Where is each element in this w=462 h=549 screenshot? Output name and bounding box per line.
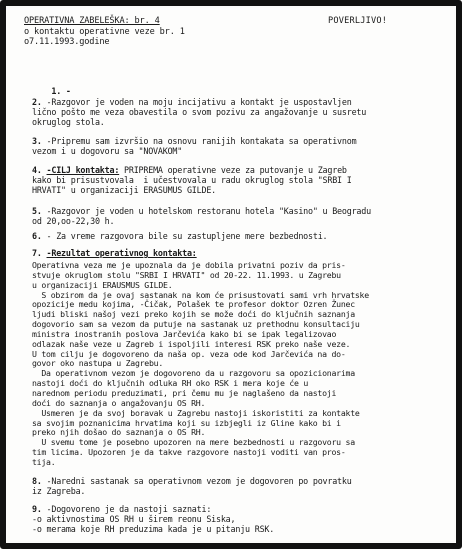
section-9 (32, 504, 274, 535)
text-line: tija. (32, 456, 56, 467)
text-line: preko njih došao do saznanja o OS RH. (32, 427, 206, 438)
section-heading: -CILJ kontakta: (46, 165, 120, 175)
section-2 (32, 97, 366, 128)
text-line: -o merama koje RH preduzima kada je u pitanju RSK. (32, 524, 275, 535)
document-date: o7.11.1993.godine (24, 37, 110, 47)
text-line: -Razgovor je voden na moju incijativu a kontakt je uspostavljen (41, 97, 352, 107)
section-7-body (32, 261, 369, 468)
text-line: U tom cilju je dogovoreno da naša op. veza ode kod Jarčevića na do- (32, 348, 346, 359)
document-page (10, 8, 454, 541)
section-5 (32, 206, 371, 226)
section-number: 5. (32, 206, 42, 216)
text-line: iz Zagreba. (32, 486, 86, 497)
text-line: u organizaciji ERAUSMUS GILDE. (32, 279, 173, 290)
text-line: S obzirom da je ovaj sastanak na kom će prisustovati sami vrh hrvatske (32, 289, 369, 300)
text-line: tim licima. Upozoren je da takve razgovore nastoji voditi van pros- (32, 447, 346, 458)
text-line: ljudi bliski našoj vezi preko kojih se može doći do ključnih saznanja (32, 309, 355, 320)
text-line: -Dogovoreno je da nastoji saznati: (41, 504, 212, 514)
section-4 (32, 165, 352, 196)
text-line: HRVATI" u organizaciji ERASUMUS GILDE. (32, 185, 217, 196)
text-line: U svemu tome je posebno upozoren na mere bezbednosti u razgovoru sa (32, 437, 355, 448)
section-heading: -Rezultat operativnog kontakta: (46, 248, 197, 258)
confidential-stamp: POVERLJIVO! (328, 16, 388, 26)
text-line: doći do saznanja o angažovanju OS RH. (32, 397, 206, 408)
text-line: -Razgovor je voden u hotelskom restoranu hotela "Kasino" u Beogradu (41, 206, 371, 216)
text-line: narednom periodu preduzimati, pri čemu mu je naglašeno da nastoji (32, 387, 337, 398)
section-number: 9. (32, 504, 42, 514)
text-line: sa svojim poznanicima hrvatima koji su izbjegli iz Gline kako bi i (32, 417, 341, 428)
section-3 (32, 136, 356, 156)
section-number: 8. (32, 476, 42, 486)
section-number: 3. (32, 136, 42, 146)
section-number: 4. (32, 165, 42, 175)
text-line: kako bi prisustvovala i učestvovala u radu okruglog stola "SRBI I (32, 175, 352, 186)
text-line: stvuje okruglom stolu "SRBI I HRVATI" od 20-22. 11.1993. u Zagrebu (32, 269, 341, 280)
text-line: odlazak naše veze u Zagreb i ispoljili interesi RSK preko naše veze. (32, 338, 351, 349)
section-number: 2. (32, 97, 42, 107)
text-line: od 20,oo-22,30 h. (32, 216, 115, 227)
section-number: 7. (32, 248, 42, 258)
document-subtitle: o kontaktu operativne veze br. 1 (24, 26, 185, 37)
text-line: nastoji doći do ključnih odluka RH oko RSK i mera koje će u (32, 378, 309, 389)
text-line: Da operativnom vezom je dogovoreno da u razgovoru sa opozicionarima (32, 368, 355, 379)
section-6 (32, 231, 327, 241)
section-number: 1. - (51, 86, 71, 97)
text-line: vezom i u dogovoru sa "NOVAKOM" (32, 146, 183, 157)
text-line: PRIPREMA operativne veze za putovanje u Zagreb (119, 165, 347, 175)
text-line: okruglog stola. (32, 117, 105, 128)
text-line: - Za vreme razgovora bile su zastupljene mere bezbednosti. (41, 231, 328, 241)
section-7 (32, 248, 197, 258)
text-line: -Naredni sastanak sa operativnom vezom je dogovoren po povratku (41, 476, 352, 486)
document-title: OPERATIVNA ZABELEŠKA: br. 4 (24, 16, 160, 26)
text-line: govor oko nastupa u Zagrebu. (32, 358, 164, 369)
text-line: Usmeren je da svoj boravak u Zagrebu nastoji iskoristiti za kontakte (32, 407, 360, 418)
text-line: -o aktivnostima OS RH u širem reonu Siska, (32, 514, 236, 525)
text-line: Operativna veza me je upoznala da je dobila privatni poziv da pris- (32, 260, 346, 270)
text-line: opozicije medu kojima, -Čičak, Polašek te profesor doktor Ozren Žunec (32, 299, 355, 310)
text-line: -Pripremu sam izvršio na osnovu ranijih kontakata sa operativnom (41, 136, 357, 146)
section-8 (32, 476, 352, 496)
text-line: ministra inostranih poslova Jarčevića kako bi se ipak legalizovao (32, 328, 337, 339)
text-line: lično pošto me veza obavestila o svom pozivu za angažovanje u susretu (32, 107, 367, 118)
text-line: dogovorio sam sa vezom da putuje na sastanak uz prethodnu konsultaciju (32, 319, 360, 330)
document-header (24, 16, 185, 48)
section-number: 6. (32, 231, 42, 241)
